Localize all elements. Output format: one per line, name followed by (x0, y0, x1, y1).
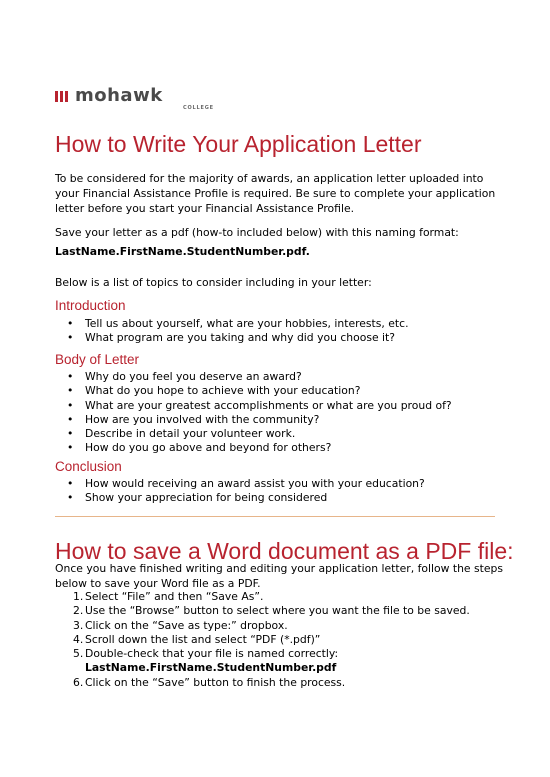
step-item: 6. Click on the “Save” button to finish the process. (73, 675, 346, 689)
pdf-howto-title: How to save a Word document as a PDF file: (55, 538, 514, 564)
bullet-icon: • (67, 477, 74, 490)
steps-intro: Once you have finished writing and editing your application letter, follow the steps below to save your Word file as a PDF. (55, 562, 503, 590)
list-item: • Tell us about yourself, what are your hobbies, interests, etc. (67, 317, 409, 330)
logo-subtitle: COLLEGE (183, 105, 214, 111)
step-item: 1. Select “File” and then “Save As”. (73, 590, 264, 603)
list-item: • How do you go above and beyond for others? (67, 441, 332, 455)
naming-format: LastName.FirstName.StudentNumber.pdf. (55, 245, 310, 258)
bullet-icon: • (67, 370, 74, 383)
naming-format-reminder: LastName.FirstName.StudentNumber.pdf (85, 661, 337, 675)
intro-paragraph: To be considered for the majority of awards, an application letter uploaded into your Financial Assistance Profile is required. Be sure to complete your application letter before you start your Financial Assistance Profile. (55, 172, 496, 215)
topics-intro: Below is a list of topics to consider including in your letter: (55, 276, 372, 289)
introduction-list (55, 317, 409, 346)
section-divider (55, 516, 495, 517)
bullet-icon: • (67, 398, 74, 412)
bullet-icon: • (67, 491, 74, 505)
step-item: 5. Double-check that your file is named correctly: LastName.FirstName.StudentNumber.pdf (55, 647, 470, 676)
step-item: 3. Click on the “Save as type:” dropbox. (73, 618, 288, 632)
bullet-icon: • (67, 331, 74, 345)
bullet-icon: • (67, 317, 74, 330)
conclusion-list (55, 477, 425, 506)
save-instruction: Save your letter as a pdf (how-to included below) with this naming format: (55, 226, 459, 239)
list-item: • What do you hope to achieve with your education? (67, 384, 361, 398)
list-item: • How would receiving an award assist you with your education? (67, 477, 425, 490)
section-heading-body: Body of Letter (55, 352, 140, 367)
list-item: • Why do you feel you deserve an award? (67, 370, 302, 383)
bullet-icon: • (67, 427, 74, 441)
body-list (55, 370, 452, 456)
list-item: • Describe in detail your volunteer work. (67, 427, 296, 441)
list-item: • How are you involved with the community? (67, 412, 320, 426)
bullet-icon: • (67, 384, 74, 398)
list-item: • What program are you taking and why did you choose it? (67, 331, 396, 345)
logo-wordmark: mohawk (75, 85, 163, 106)
section-heading-introduction: Introduction (55, 298, 126, 313)
mohawk-college-logo (55, 85, 214, 113)
bullet-icon: • (67, 412, 74, 426)
section-heading-conclusion: Conclusion (55, 459, 122, 474)
bullet-icon: • (67, 441, 74, 455)
list-item: • Show your appreciation for being considered (67, 491, 328, 505)
list-item: • What are your greatest accomplishments or what are you proud of? (67, 398, 452, 412)
step-item: 2. Use the “Browse” button to select where you want the file to be saved. (73, 604, 470, 618)
page-title: How to Write Your Application Letter (55, 131, 422, 157)
step-item: 4. Scroll down the list and select “PDF (*.pdf)” (73, 632, 321, 646)
steps-list (55, 590, 470, 690)
